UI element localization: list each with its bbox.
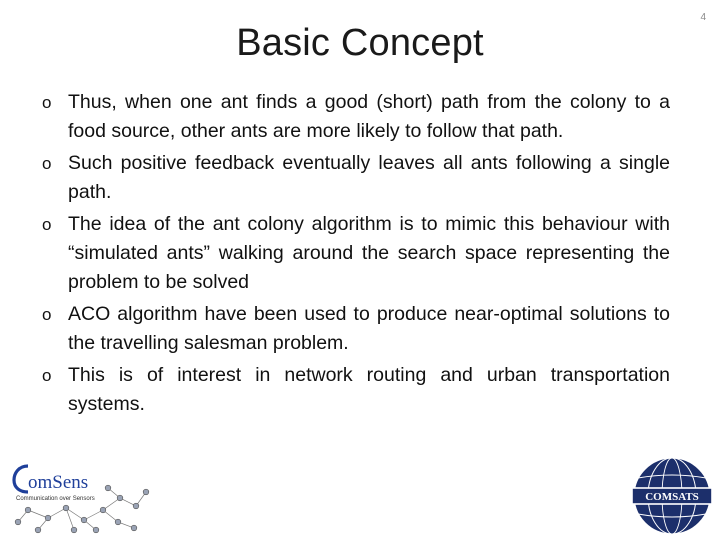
comsats-wordmark: COMSATS [645,491,699,503]
list-item [42,361,670,419]
comsens-logo [8,460,158,536]
bullet-text: ACO algorithm have been used to produce near-optimal solutions to the travelling salesman problem. [68,303,670,354]
bullet-list [42,88,670,422]
bullet-marker: o [42,366,52,385]
bullet-marker: o [42,305,52,324]
comsens-logotype [14,466,88,493]
network-graph-icon [18,488,146,530]
bullet-marker: o [42,93,52,112]
bullet-marker: o [42,154,52,173]
comsens-tagline: Communication over Sensors [16,496,95,502]
bullet-text: The idea of the ant colony algorithm is to mimic this behaviour with “simulated ants” walking around the search space representing the problem to be solved [68,213,670,293]
bullet-text: This is of interest in network routing and urban transportation systems. [68,364,670,415]
list-item [42,149,670,207]
slide-title: Basic Concept [236,22,484,64]
list-item [42,88,670,146]
bullet-marker: o [42,215,52,234]
bullet-text: Such positive feedback eventually leaves all ants following a single path. [68,152,670,203]
page-number: 4 [700,12,706,23]
bullet-text: Thus, when one ant finds a good (short) path from the colony to a food source, other ants are more likely to follow that path. [68,91,670,142]
comsats-logo [626,454,718,538]
list-item [42,300,670,358]
svg-text:omSens: omSens [28,472,89,493]
list-item [42,210,670,297]
